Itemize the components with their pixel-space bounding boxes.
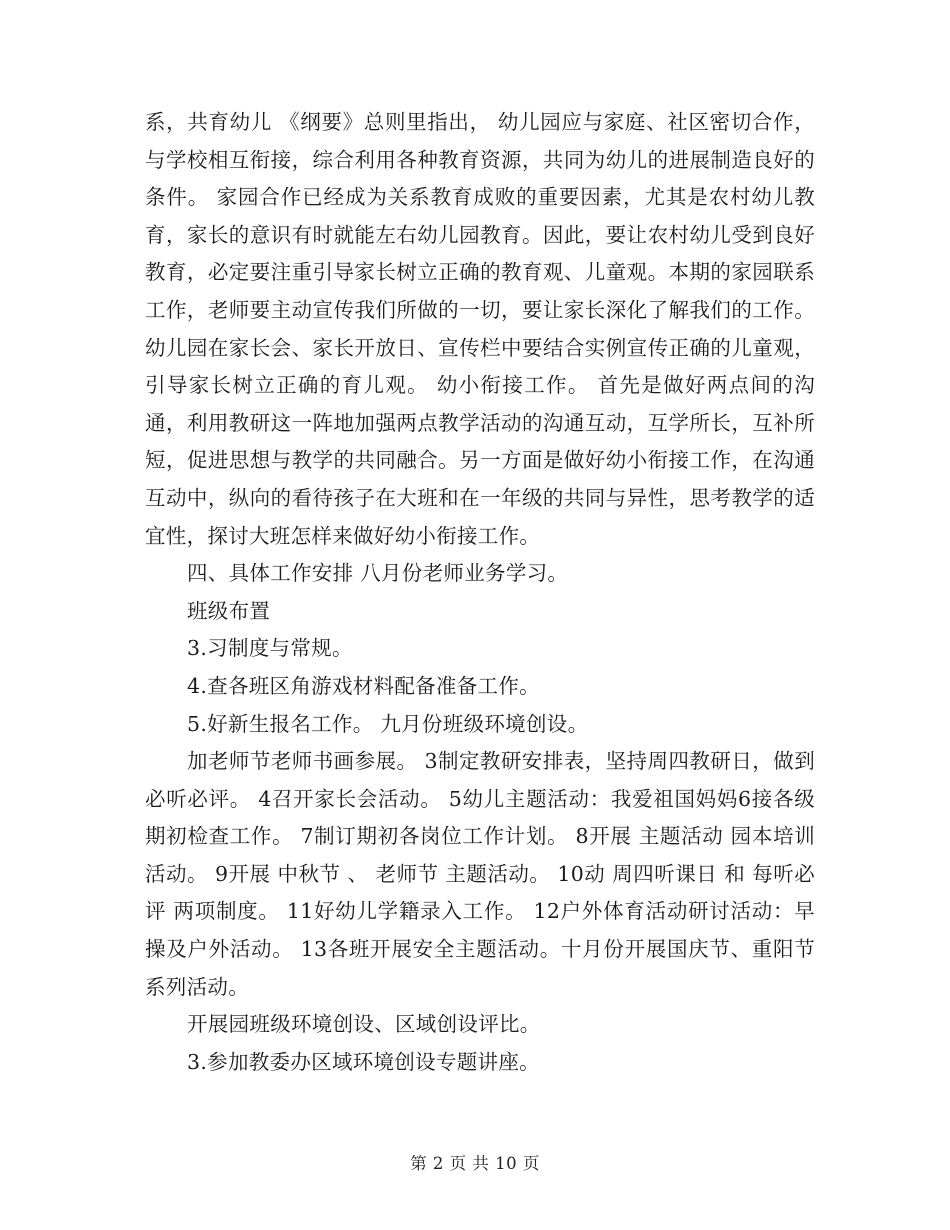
paragraph-september-plan: 加老师节老师书画参展。 3制定教研安排表，坚持周四教研日，做到必听必评。 4召开家长会活动。 5幼儿主题活动：我爱祖国妈妈6接各级期初检查工作。 7制订期初各岗位工作计划。 8开展 主题活动 园本培训活动。 9开展 中秋节 、 老师节 主题活动。 10动 周四听课日 和 每听必评 两项制度。 11好幼儿学籍录入工作。 12户外体育活动研讨活动：早操及户外活动。 13各班开展安全主题活动。十月份开展国庆节、重阳节系列活动。 [145,749,815,999]
paragraph-lecture: 3.参加教委办区域环境创设专题讲座。 [187,1049,540,1074]
page-number-footer: 第 2 页 共 10 页 [410,1154,540,1173]
paragraph-environment-evaluation: 开展园班级环境创设、区域创设评比。 [187,1012,541,1037]
paragraph-item-4: 4.查各班区角游戏材料配备准备工作。 [187,673,540,698]
document-body [145,104,815,1081]
paragraph-class-layout: 班级布置 [187,598,271,623]
paragraph-item-5: 5.好新生报名工作。 九月份班级环境创设。 [187,711,589,736]
paragraph-home-school-cooperation: 系，共育幼儿 《纲要》总则里指出， 幼儿园应与家庭、社区密切合作，与学校相互衔接，综合利用各种教育资源，共同为幼儿的进展制造良好的条件。 家园合作已经成为关系教育成败的重要因素，尤其是农村幼儿教育，家长的意识有时就能左右幼儿园教育。因此，要让农村幼儿受到良好教育，必定要注重引导家长树立正确的教育观、儿童观。本期的家园联系工作，老师要主动宣传我们所做的一切，要让家长深化了解我们的工作。幼儿园在家长会、家长开放日、宣传栏中要结合实例宣传正确的儿童观，引导家长树立正确的育儿观。 幼小衔接工作。 首先是做好两点间的沟通，利用教研这一阵地加强两点教学活动的沟通互动，互学所长，互补所短，促进思想与教学的共同融合。另一方面是做好幼小衔接工作，在沟通互动中，纵向的看待孩子在大班和在一年级的共同与异性，思考教学的适宜性，探讨大班怎样来做好幼小衔接工作。 [145,110,815,548]
paragraph-item-3: 3.习制度与常规。 [187,636,353,661]
paragraph-section-four-heading: 四、具体工作安排 八月份老师业务学习。 [187,561,569,586]
